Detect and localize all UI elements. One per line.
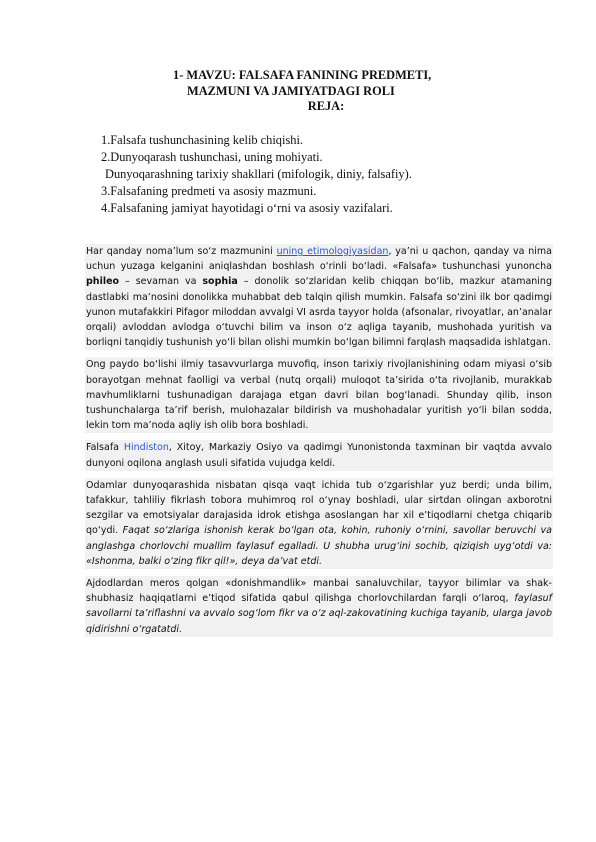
italic-run: faylasuf savollarni ta’riflashni va avvalo sog‘lom fikr va o‘z aql-zakovatining kuchiga tayanib, ularga javob qidirishni o‘rgatatdi.	[86, 593, 552, 635]
title-line-1: 1- MAVZU: FALSAFA FANINING PREDMETI,	[173, 68, 432, 82]
text-run: Ajdodlardan meros qolgan «donishmandlik» manbai sanaluvchilar, tayyor bilimlar va shak-shubhasiz haqiqatlarni e’tiqod sifatida qabul qilishga chorlovchilardan farqli o‘laroq,	[86, 578, 552, 605]
plan-list	[101, 132, 412, 217]
title-line-2: MAZMUNI VA JAMIYATDAGI ROLI	[187, 84, 395, 98]
paragraph-etymology	[85, 244, 553, 350]
paragraph-consciousness	[85, 357, 553, 433]
text-run: , Xitoy, Markaziy Osiyo va qadimgi Yunonistonda taxminan bir vaqtda avvalo dunyoni oqilona anglash usuli sifatida vujudga keldi.	[86, 442, 552, 469]
text-run: – sevaman va	[119, 276, 203, 288]
text-run: Falsafa	[86, 442, 124, 454]
text-run: Ong paydo bo‘lishi ilmiy tasavvurlarga muvofiq, inson tarixiy rivojlanishining odam miyasi o‘sib borayotgan mehnat faolligi va verbal (nutq orqali) muloqot ta’sirida o‘ta rivojlanib, murakkab mavhumliklarni tushunadigan darajaga etgan davri bilan bog‘lanadi. Shunday qilib, inson tushunchalarga ta’rif berish, mulohazalar bildirish va mushohadalar yuritish yo‘li bilan sodda, lekin tom ma’noda aqliy ish olib bora boshladi.	[86, 359, 552, 432]
term-sophia: sophia	[202, 276, 238, 288]
hindiston-link[interactable]: Hindiston	[123, 442, 169, 454]
plan-item: 3.Falsafaning predmeti va asosiy mazmuni.	[101, 184, 317, 198]
plan-item: 1.Falsafa tushunchasining kelib chiqishi.	[101, 133, 304, 147]
paragraph-philosopher	[85, 576, 553, 637]
document-body	[85, 244, 553, 644]
plan-heading: REJA:	[307, 99, 345, 113]
italic-run: Faqat so‘zlariga ishonish kerak bo‘lgan ota, kohin, ruhoniy o‘rnini, savollar beruvchi va anglashga chorlovchi muallim faylasuf egalladi. U shubha urug‘ini sochib, qiziqish uyg‘otdi va: «Ishonma, balki o‘zing fikr qil!», deya da’vat etdi.	[86, 525, 552, 567]
plan-item: 2.Dunyoqarash tushunchasi, uning mohiyati.	[101, 150, 323, 164]
text-run: Har qanday noma’lum so‘z mazmunini	[86, 246, 277, 257]
paragraph-worldview	[85, 478, 553, 569]
document-title	[0, 67, 596, 99]
text-run: – donolik so‘zlaridan kelib chiqqan bo‘lib, mazkur atamaning dastlabki ma’nosini donolikka muhabbat deb talqin qilish mumkin. Falsafa so‘zini ilk bor qadimgi yunon mutafakkiri Pifagor miloddan avvalgi VI asrda tayyor holda (afsonalar, rivoyatlar, an’analar orqali) avloddan avlodga o‘tuvchi bilim va inson o‘z aqliga tayanib, mushohada yuritish va borliqni tanqidiy tushunish yo‘li bilan olishi mumkin bo‘lgan bilimni farqlash maqsadida ishlatgan.	[86, 276, 552, 349]
plan-item: Dunyoqarashning tarixiy shakllari (mifologik, diniy, falsafiy).	[105, 167, 412, 181]
term-phileo: phileo	[86, 276, 120, 288]
paragraph-origins	[85, 440, 553, 470]
plan-item: 4.Falsafaning jamiyat hayotidagi o‘rni va asosiy vazifalari.	[101, 201, 393, 215]
text-run: Odamlar dunyoqarashida nisbatan qisqa vaqt ichida tub o‘zgarishlar yuz berdi; unda bilim, tafakkur, tahliliy fikrlash tobora muhimroq rol o‘ynay boshladi, ular sirtdan olingan axborotni sezgilar va emotsiyalar darajasida idrok etishga asoslangan har xil e’tiqodlarni chetga chiqarib qo‘ydi.	[86, 479, 552, 537]
text-run: , ya’ni u qachon, qanday va nima uchun yuzaga kelganini aniqlashdan boshlash o‘rinli bo‘ladi. «Falsafa» tushunchasi yunoncha	[86, 246, 552, 273]
etymology-link[interactable]: uning etimologiyasidan	[276, 246, 389, 257]
